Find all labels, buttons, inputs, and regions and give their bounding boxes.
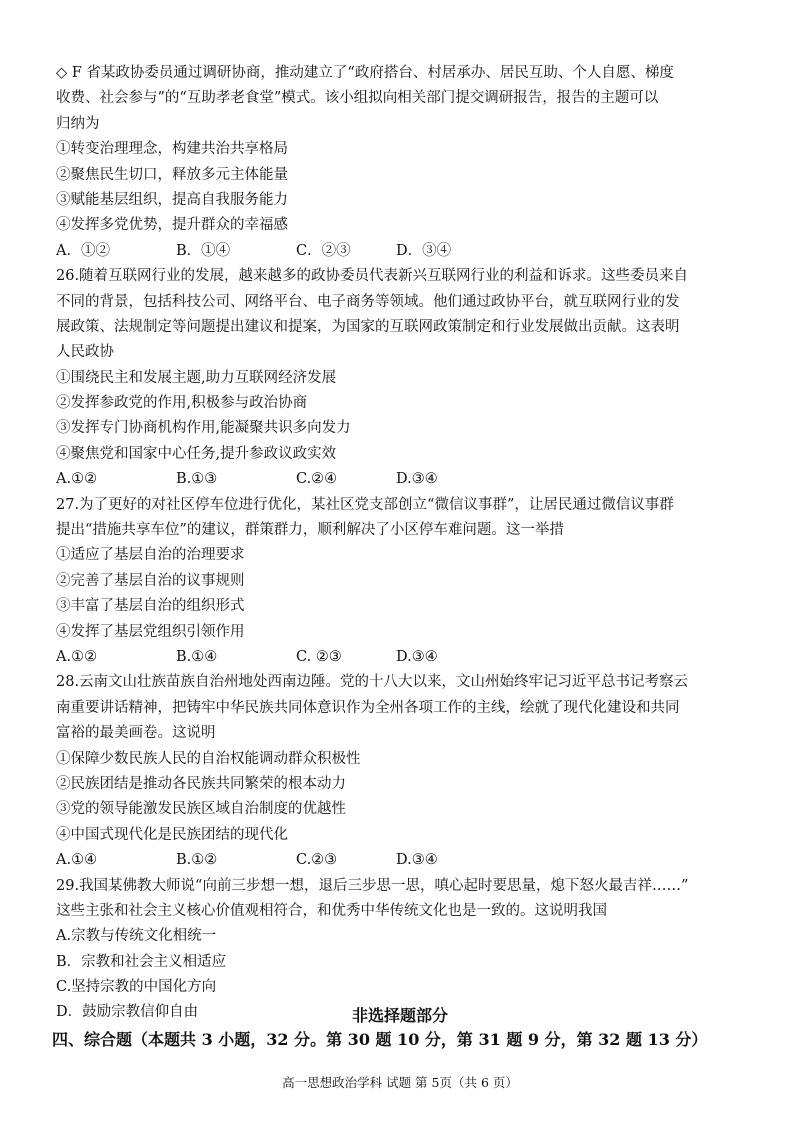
question-stem-line: 富裕的最美画卷。这说明: [56, 725, 216, 742]
answer-option: A．①②: [56, 242, 110, 259]
answer-option: D．③④: [396, 242, 452, 259]
answer-option: C．②③: [296, 242, 351, 259]
question-item: ②完善了基层自治的议事规则: [56, 572, 245, 589]
question-stem-line: 南重要讲话精神，把铸牢中华民族共同体意识作为全州各项工作的主线，绘就了现代化建设和共同: [56, 699, 680, 716]
question-item: ②聚焦民生切口，释放多元主体能量: [56, 166, 288, 183]
section-title: 非选择题部分: [351, 1006, 448, 1025]
question-item: ③党的领导能激发民族区域自治制度的优越性: [56, 801, 346, 818]
answer-option: B．①④: [176, 242, 231, 259]
question-item: ③赋能基层组织，提高自我服务能力: [56, 191, 288, 208]
answer-option: B.①②: [176, 852, 218, 869]
answer-option: C.②③: [296, 852, 338, 869]
answer-option: B.①③: [176, 471, 218, 488]
question-item: A.宗教与传统文化相统一: [56, 928, 217, 945]
question-item: ③发挥专门协商机构作用,能凝聚共识多向发力: [56, 420, 351, 437]
question-stem-line: ◇ F 省某政协委员通过调研协商，推动建立了“政府搭台、村居承办、居民互助、个人自愿、梯度: [56, 65, 674, 81]
question-item: ④发挥了基层党组织引领作用: [56, 623, 245, 640]
question-block: [56, 61, 756, 264]
answer-options: [56, 239, 756, 264]
question-item: ②民族团结是推动各民族共同繁荣的根本动力: [56, 775, 346, 792]
question-stem-line: 归纳为: [56, 115, 100, 132]
question-stem-line: 27.为了更好的对社区停车位进行优化，某社区党支部创立“微信议事群”，让居民通过微信议事群: [56, 496, 674, 513]
question-stem-line: 展政策、法规制定等问题提出建议和提案，为国家的互联网政策制定和行业发展做出贡献。这表明: [56, 318, 680, 335]
question-block: [56, 493, 756, 671]
question-stem-line: 29.我国某佛教大师说“向前三步想一想，退后三步思一思，嗔心起时要思量，熄下怒火最吉祥……”: [56, 877, 689, 894]
answer-options: [56, 848, 756, 873]
question-stem-line: 26.随着互联网行业的发展，越来越多的政协委员代表新兴互联网行业的利益和诉求。这些委员来自: [56, 268, 689, 285]
question-stem-line: 提出“措施共享车位”的建议，群策群力，顺利解决了小区停车难问题。这一举措: [56, 522, 564, 539]
question-item: ④聚焦党和国家中心任务,提升参政议政实效: [56, 445, 337, 462]
question-item: B．宗教和社会主义相适应: [56, 953, 227, 970]
answer-options: [56, 645, 756, 670]
answer-options: [56, 467, 756, 492]
part-heading: 四、综合题（本题共 3 小题，32 分。第 30 题 10 分，第 31 题 9 分，第 32 题 13 分）: [52, 1030, 708, 1049]
question-item: ①转变治理理念，构建共治共享格局: [56, 141, 288, 158]
question-stem-line: 这些主张和社会主义核心价值观相符合，和优秀中华传统文化也是一致的。这说明我国: [56, 902, 607, 919]
question-block: [56, 670, 756, 873]
answer-option: A.①④: [56, 852, 98, 869]
question-list: [56, 61, 756, 1026]
answer-option: D.③④: [396, 471, 438, 488]
question-item: D．鼓励宗教信仰自由: [56, 1004, 199, 1021]
answer-option: C.②④: [296, 471, 338, 488]
question-item: ③丰富了基层自治的组织形式: [56, 598, 245, 615]
question-item: ①保障少数民族人民的自治权能调动群众积极性: [56, 750, 361, 767]
question-stem-line: 28.云南文山壮族苗族自治州地处西南边陲。党的十八大以来，文山州始终牢记习近平总书记考察云: [56, 674, 689, 691]
answer-option: A.①②: [56, 471, 98, 488]
answer-option: B.①④: [176, 648, 218, 665]
question-stem-line: 人民政协: [56, 344, 114, 361]
question-item: ④中国式现代化是民族团结的现代化: [56, 826, 288, 843]
answer-option: C. ②③: [296, 648, 342, 665]
question-item: ②发挥参政党的作用,积极参与政治协商: [56, 395, 308, 412]
question-item: ①适应了基层自治的治理要求: [56, 547, 245, 564]
page-footer: 高一思想政治学科 试题 第 5页（共 6 页）: [282, 1075, 518, 1090]
answer-option: A.①②: [56, 648, 98, 665]
question-item: ④发挥多党优势，提升群众的幸福感: [56, 217, 288, 234]
answer-option: D.③④: [396, 648, 438, 665]
answer-option: D.③④: [396, 852, 438, 869]
question-block: [56, 264, 756, 493]
question-item: C.坚持宗教的中国化方向: [56, 979, 217, 996]
question-stem-line: 收费、社会参与”的“互助孝老食堂”模式。该小组拟向相关部门提交调研报告，报告的主题可以: [56, 90, 659, 107]
question-item: ①围绕民主和发展主题,助力互联网经济发展: [56, 369, 337, 386]
question-stem-line: 不同的背景，包括科技公司、网络平台、电子商务等领域。他们通过政协平台，就互联网行业的发: [56, 293, 680, 310]
